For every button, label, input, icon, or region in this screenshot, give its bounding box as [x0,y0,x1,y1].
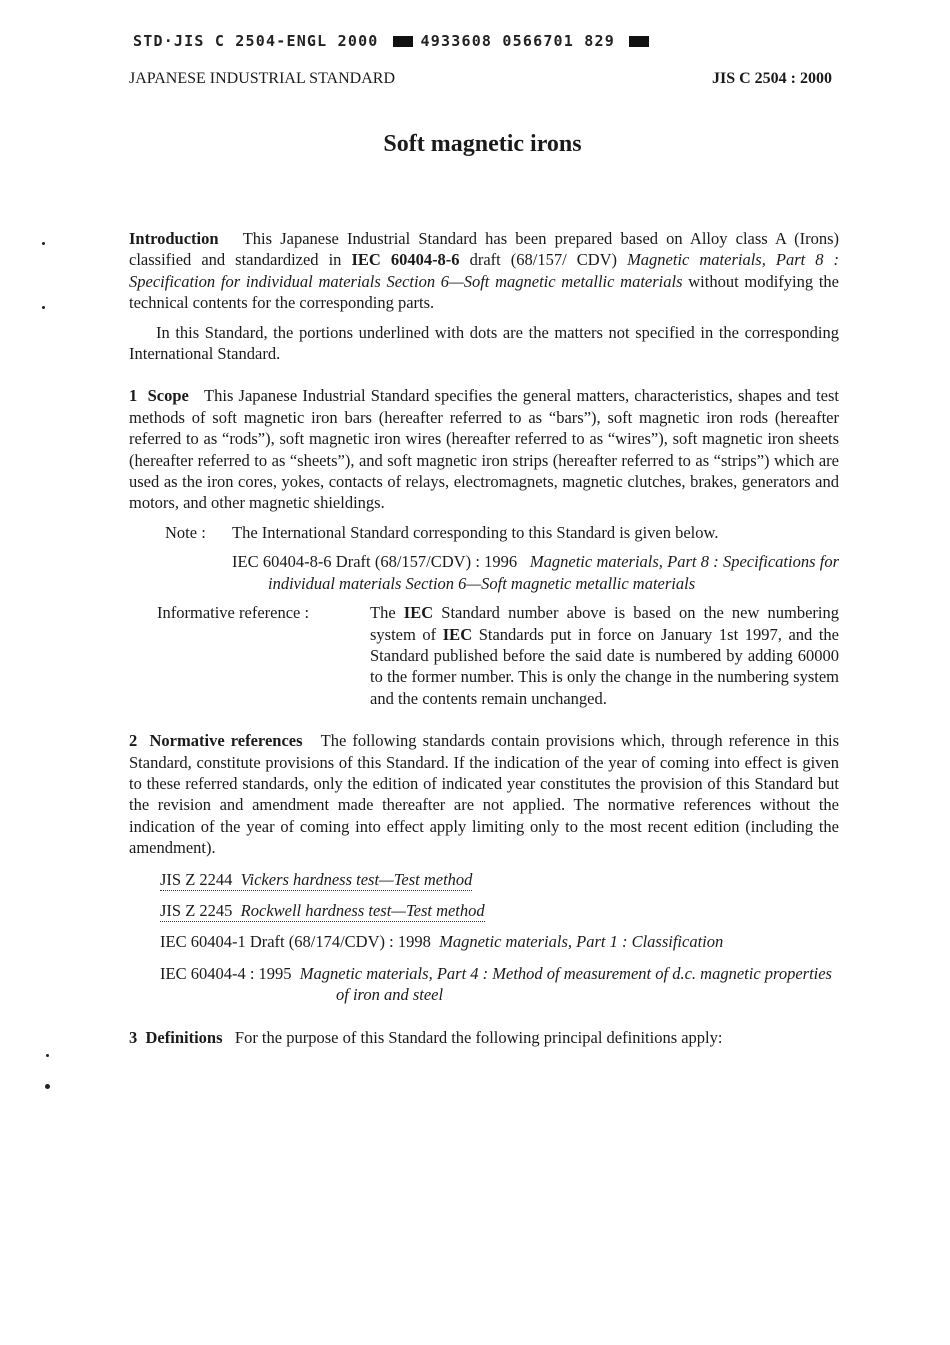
definitions-paragraph [129,1027,839,1048]
note-ref-italic: Magnetic materials, Part 8 : Specifications for individual materials Section 6—Soft magnetic metallic materials [268,552,840,593]
introduction-paragraph-2: In this Standard, the portions underlined with dots are the matters not specified in the corresponding International Standard. [129,322,839,364]
inf-iec-2: IEC [442,624,473,644]
normative-ref-item [160,963,839,1006]
inf-text-b: Standard number above is based on the new numbering system of [370,603,840,644]
normative-ref-underlined [160,870,472,891]
definitions-heading: Definitions [145,1027,223,1047]
normative-ref-underlined [160,901,485,922]
definitions-text: For the purpose of this Standard the following principal definitions apply: [234,1027,723,1047]
introduction-paragraph [129,228,839,314]
margin-speck [42,306,45,309]
normative-ref-item [160,931,839,952]
intro-italic-title: Magnetic materials, Part 8 : Specification for individual materials Section 6—Soft magnetic metallic materials [129,250,839,291]
page-title: Soft magnetic irons [383,131,582,157]
introduction-heading: Introduction [129,229,219,248]
margin-speck [46,1054,49,1057]
ref-code: IEC 60404-1 Draft (68/174/CDV) : 1998 [160,932,431,952]
informative-label: Informative reference : [157,603,310,623]
standard-number: JIS C 2504 : 2000 [711,70,832,87]
scope-note [165,522,839,543]
scan-code-header [133,32,657,50]
ref-code: JIS Z 2244 [160,869,233,889]
scope-paragraph [129,385,839,513]
standard-type: JAPANESE INDUSTRIAL STANDARD [129,70,395,87]
scan-code-left: STD·JIS C 2504-ENGL 2000 [133,32,379,50]
scope-heading: Scope [147,386,189,406]
ref-code: JIS Z 2245 [160,900,233,920]
informative-reference [157,602,839,709]
scan-code-right: 4933608 0566701 829 [420,32,615,50]
scan-mark [629,36,649,47]
normative-paragraph [129,730,839,858]
ref-title: Rockwell hardness test—Test method [240,900,485,920]
intro-text-a: This Japanese Industrial Standard has been prepared based on Alloy class A (Irons) classified and standardized in [129,229,840,270]
margin-speck [42,242,45,245]
document-body [129,228,839,1048]
intro-iec-ref: IEC 60404-8-6 [351,250,460,270]
ref-title: Magnetic materials, Part 4 : Method of measurement of d.c. magnetic properties of iron and steel [299,963,832,1005]
ref-title: Vickers hardness test—Test method [240,869,473,889]
scope-number: 1 [129,386,138,406]
normative-text: The following standards contain provisions which, through reference in this Standard, constitute provisions of this Standard. If the indication of the year of coming into effect is given to these referred standards, only the edition of indicated year constitutes the provision of this Standard but the revision and amendment made thereafter are not applied. The normative references without the indication of the year of coming into effect apply limiting only to the most recent edition (including the amendment). [129,731,839,858]
informative-text [370,602,839,709]
normative-ref-item [160,869,839,890]
definitions-number: 3 [129,1027,138,1047]
inf-text-a: The [370,603,396,623]
note-reference [232,551,839,594]
normative-ref-item [160,900,839,921]
margin-speck [45,1084,50,1089]
note-label: Note : [165,522,206,542]
inf-iec-1: IEC [403,603,434,623]
scan-mark [393,36,413,47]
ref-code: IEC 60404-4 : 1995 [160,963,292,983]
scope-text: This Japanese Industrial Standard specifies the general matters, characteristics, shapes and test methods of soft magnetic iron bars (hereafter referred to as “bars”), soft magnetic iron rods (hereafter referred to as “rods”), soft magnetic iron wires (hereafter referred to as “wires”), soft magnetic iron sheets (hereafter referred to as “sheets”), and soft magnetic iron strips (hereafter referred to as “strips”) which are used as the iron cores, yokes, contacts of relays, electromagnets, magnetic clutches, brakes, generators and motors, and other magnetic shieldings. [129,386,840,513]
ref-title: Magnetic materials, Part 1 : Classification [439,932,724,952]
note-ref-plain: IEC 60404-8-6 Draft (68/157/CDV) : 1996 [232,552,518,572]
inf-text-c: Standards put in force on January 1st 1997, and the Standard published before the said date is numbered by adding 60000 to the former number. This is only the change in the numbering system and the contents remain unchanged. [370,624,840,708]
intro-text-c: without modifying the technical contents for the corresponding parts. [129,271,839,313]
note-text: The International Standard corresponding to this Standard is given below. [232,522,719,542]
intro-text-b: draft (68/157/ CDV) [469,250,618,270]
normative-number: 2 [129,731,138,751]
normative-heading: Normative references [149,731,303,751]
